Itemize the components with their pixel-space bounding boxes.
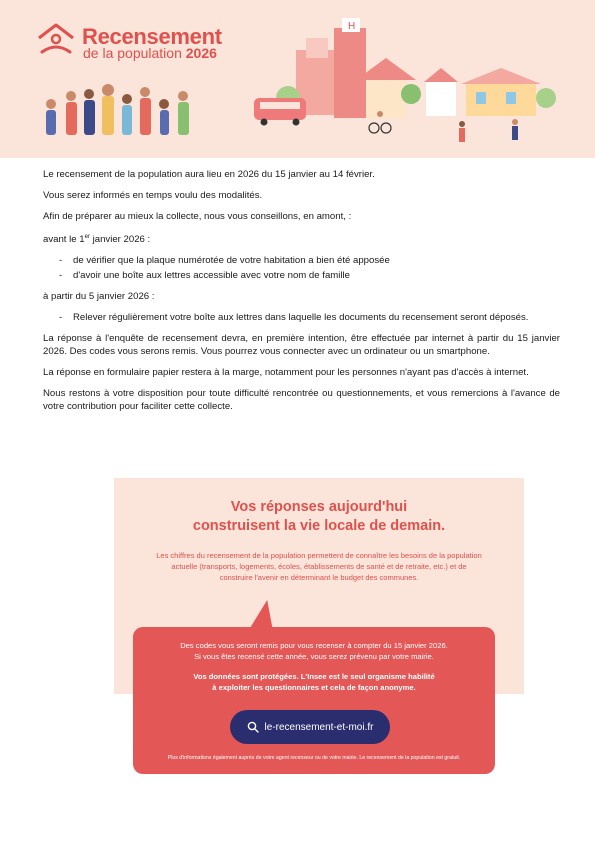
bullet-list	[43, 254, 560, 282]
info-title: Vos réponses aujourd'hui construisent la vie locale de demain.	[192, 499, 446, 534]
codes-notice: Des codes vous seront remis pour vous recenser à compter du 15 janvier 2026. Si vous êtes recensé cette année, vous serez prévenu par votre mairie.	[180, 641, 448, 661]
paragraph: La réponse en formulaire papier restera à la marge, notamment pour les personnes n'ayant pas d'accès à internet.	[43, 367, 529, 379]
house-people-logo-icon	[36, 22, 76, 56]
paragraph: Afin de préparer au mieux la collecte, nous vous conseillons, en amont, :	[43, 211, 352, 222]
footer-note: Plus d'informations également auprès de votre agent recenseur ou de votre mairie. Le recensement de la population est gratuit.	[167, 755, 461, 761]
letter-body	[43, 168, 560, 421]
paragraph: Le recensement de la population aura lieu en 2026 du 15 janvier au 14 février.	[43, 169, 375, 180]
website-link-button[interactable]	[230, 710, 390, 744]
speech-bubble	[133, 627, 495, 774]
list-item: - de vérifier que la plaque numérotée de votre habitation a bien été apposée	[43, 254, 560, 267]
paragraph: Nous restons à votre disposition pour toute difficulté rencontrée ou questionnements, et vous remercions à l'avance de votre contribution pour faciliter cette collecte.	[43, 388, 560, 413]
paragraph: à partir du 5 janvier 2026 :	[43, 291, 155, 303]
list-item: - Relever régulièrement votre boîte aux lettres dans laquelle les documents du recensement seront déposés.	[43, 311, 560, 324]
data-protection-notice: Vos données sont protégées. L'Insee est le seul organisme habilité à exploiter les questionnaires et cela de façon anonyme.	[193, 672, 435, 692]
svg-text:H: H	[348, 21, 356, 32]
paragraph: Vous serez informés en temps voulu des modalités.	[43, 190, 263, 201]
logo-subtitle: de la population 2026	[83, 45, 217, 61]
search-icon	[247, 721, 259, 733]
website-url: le-recensement-et-moi.fr	[264, 721, 374, 733]
header-banner	[0, 0, 595, 158]
info-text: Les chiffres du recensement de la population permettent de connaître les besoins de la population actuelle (transports, logements, écoles, établissements de santé et de retraite, etc.) et de construire l'avenir en déterminant le budget des communes.	[156, 551, 482, 582]
logo-title: Recensement	[82, 24, 222, 49]
paragraph: avant le 1er janvier 2026 :	[43, 234, 151, 246]
bullet-list	[43, 311, 560, 324]
list-item: - d'avoir une boîte aux lettres accessible avec votre nom de famille	[43, 269, 560, 282]
paragraph: La réponse à l'enquête de recensement devra, en première intention, être effectuée par internet à partir du 15 janvier 2026. Des codes vous serons remis. Vous pourrez vous connecter avec un ordinateur ou un smartphone.	[43, 333, 560, 358]
